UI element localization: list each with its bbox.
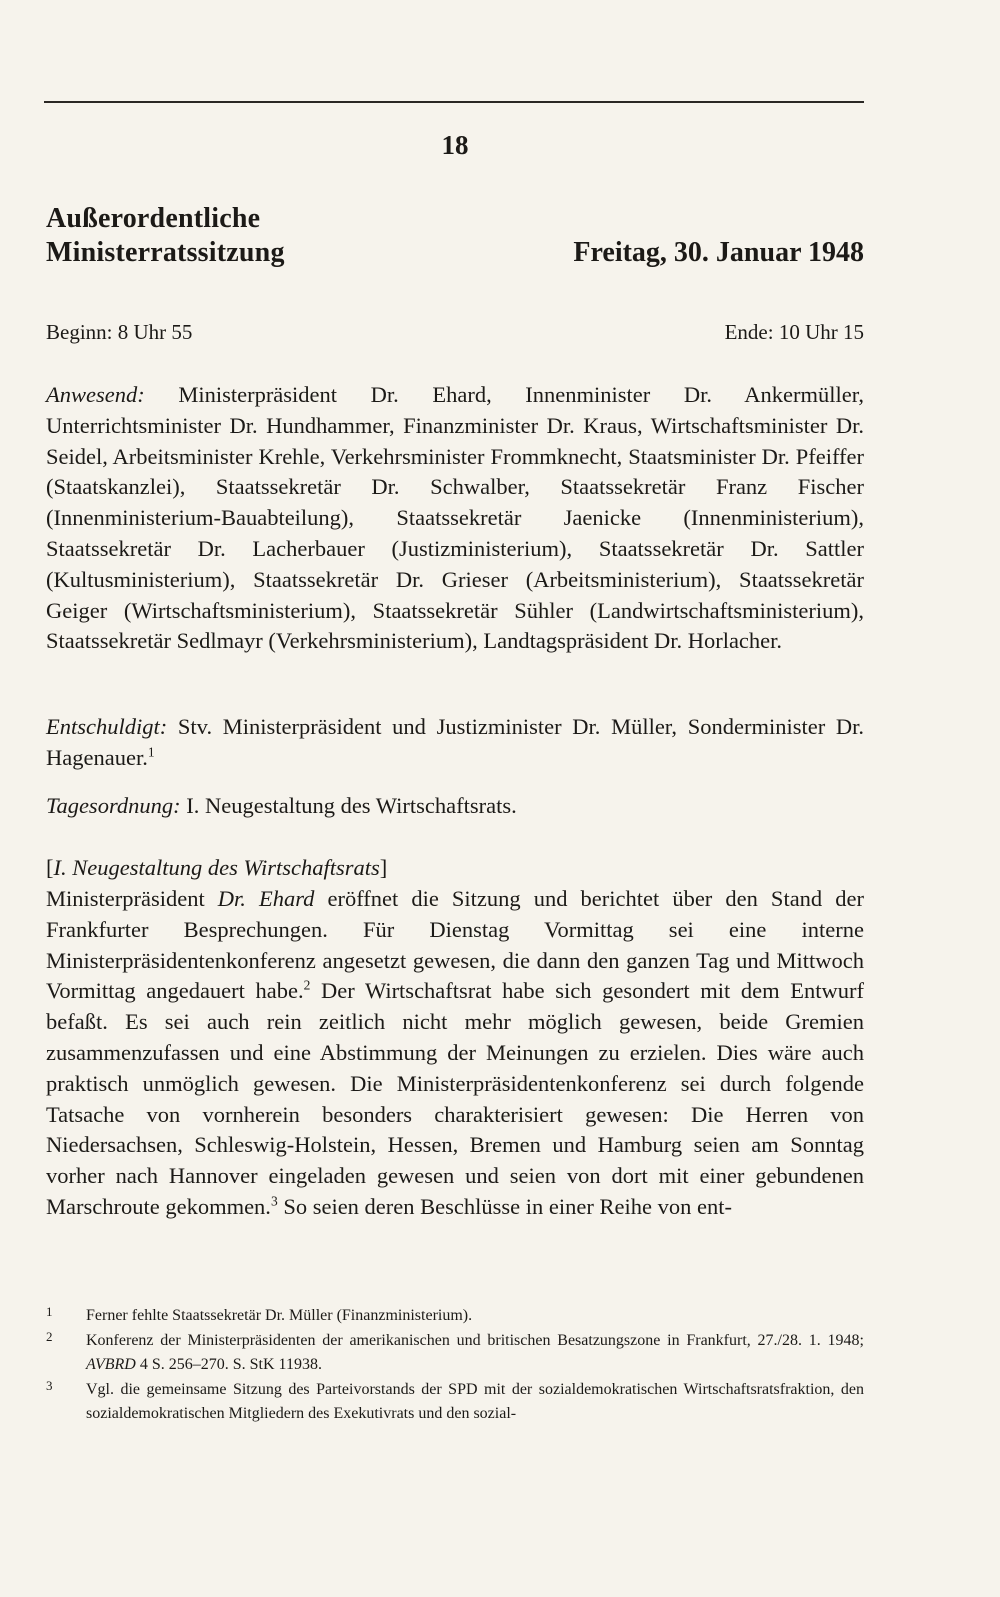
attendees-label: Anwesend: xyxy=(46,382,145,407)
attendees-paragraph xyxy=(46,380,864,657)
main-paragraph xyxy=(46,884,864,1223)
main-text-1: eröffnet die Sitzung und berichtet über den Stand der Frankfurter Besprechungen. Für Dienstag Vormittag sei eine interne Ministerpräsidentenkonferenz angesetzt gewesen, die dann den ganzen Tag und Mittwoch Vormittag angedauert habe. xyxy=(46,886,864,1004)
footnote-ref-1: 1 xyxy=(147,744,155,760)
footnote-text xyxy=(86,1329,864,1378)
footnote-number: 2 xyxy=(46,1328,53,1344)
session-title xyxy=(46,202,285,270)
speaker-name: Dr. Ehard xyxy=(217,886,315,911)
excused-paragraph xyxy=(46,712,864,774)
footnote-text-part: 4 S. 256–270. S. StK 11938. xyxy=(135,1356,322,1373)
agenda-paragraph xyxy=(46,791,864,822)
excused-label: Entschuldigt: xyxy=(46,714,168,739)
footnotes xyxy=(46,1304,864,1427)
footnote-2 xyxy=(46,1329,864,1378)
footnote-ref-3: 3 xyxy=(270,1193,278,1209)
main-text-2: Der Wirtschaftsrat habe sich gesondert mit dem Entwurf befaßt. Es sei auch rein zeitlich nicht mehr möglich gewesen, beide Gremien zusammenzufassen und eine Abstimmung der Meinungen zu erzielen. Dies wäre auch praktisch unmöglich gewesen. Die Ministerpräsidentenkonferenz sei durch folgende Tatsache von vornherein besonders charakterisiert gewesen: Die Herren von Niedersachsen, Schleswig-Holstein, Hessen, Bremen und Hamburg seien am Sonntag vorher nach Hannover eingeladen gewesen und seien von dort mit einer gebundenen Marschroute gekommen. xyxy=(46,978,864,1219)
footnote-source-title: AVBRD xyxy=(86,1356,136,1373)
main-intro: Ministerpräsident xyxy=(46,886,218,911)
session-title-line-2: Ministerratssitzung xyxy=(46,237,285,268)
footnote-number: 1 xyxy=(46,1304,53,1319)
footnote-3 xyxy=(46,1378,864,1427)
footnote-text: Ferner fehlte Staatssekretär Dr. Müller (Finanzministerium). xyxy=(86,1307,473,1324)
session-date: Freitag, 30. Januar 1948 xyxy=(573,237,864,268)
header-rule xyxy=(44,101,864,103)
session-title-line-1: Außerordentliche xyxy=(46,203,261,234)
document-number: 18 xyxy=(441,130,469,160)
footnote-1 xyxy=(46,1304,864,1329)
bracket-open: [ xyxy=(46,855,54,880)
excused-list: Stv. Ministerpräsident und Justizminister Dr. Müller, Sonderminister Dr. Hagenauer. xyxy=(46,714,864,770)
agenda-item: I. Neugestaltung des Wirtschaftsrats. xyxy=(180,793,517,818)
footnote-number: 3 xyxy=(46,1377,53,1393)
begin-time: Beginn: 8 Uhr 55 xyxy=(46,320,193,344)
section-heading xyxy=(46,853,864,884)
agenda-label: Tagesordnung: xyxy=(46,793,181,818)
end-time: Ende: 10 Uhr 15 xyxy=(724,320,864,344)
footnote-text: Vgl. die gemeinsame Sitzung des Parteivorstands der SPD mit der sozialdemokratischen Wirtschaftsratsfraktion, den sozialdemokratischen Mitgliedern des Exekutivrats und den sozial- xyxy=(86,1380,864,1422)
bracket-close: ] xyxy=(379,855,388,880)
footnote-ref-2: 2 xyxy=(303,977,311,993)
main-text-3: So seien deren Beschlüsse in einer Reihe von ent- xyxy=(277,1193,732,1219)
section-heading-text: I. Neugestaltung des Wirtschaftsrats xyxy=(53,855,380,880)
footnote-text-part: Konferenz der Ministerpräsidenten der amerikanischen und britischen Besatzungszone in Frankfurt, 27./28. 1. 1948; xyxy=(86,1331,864,1349)
attendees-list: Ministerpräsident Dr. Ehard, Innenminister Dr. Ankermüller, Unterrichtsminister Dr. Hundhammer, Finanzminister Dr. Kraus, Wirtschaftsminister Dr. Seidel, Arbeitsminister Krehle, Verkehrsminister Frommknecht, Staatsminister Dr. Pfeiffer (Staatskanzlei), Staatssekretär Dr. Schwalber, Staatssekretär Franz Fischer (Innenministerium-Bauabteilung), Staatssekretär Jaenicke (Innenministerium), Staatssekretär Dr. Lacherbauer (Justizministerium), Staatssekretär Dr. Sattler (Kultusministerium), Staatssekretär Dr. Grieser (Arbeitsministerium), Staatssekretär Geiger (Wirtschaftsministerium), Staatssekretär Sühler (Landwirtschaftsministerium), Staatssekretär Sedlmayr (Verkehrsministerium), Landtagspräsident Dr. Horlacher. xyxy=(46,382,864,654)
